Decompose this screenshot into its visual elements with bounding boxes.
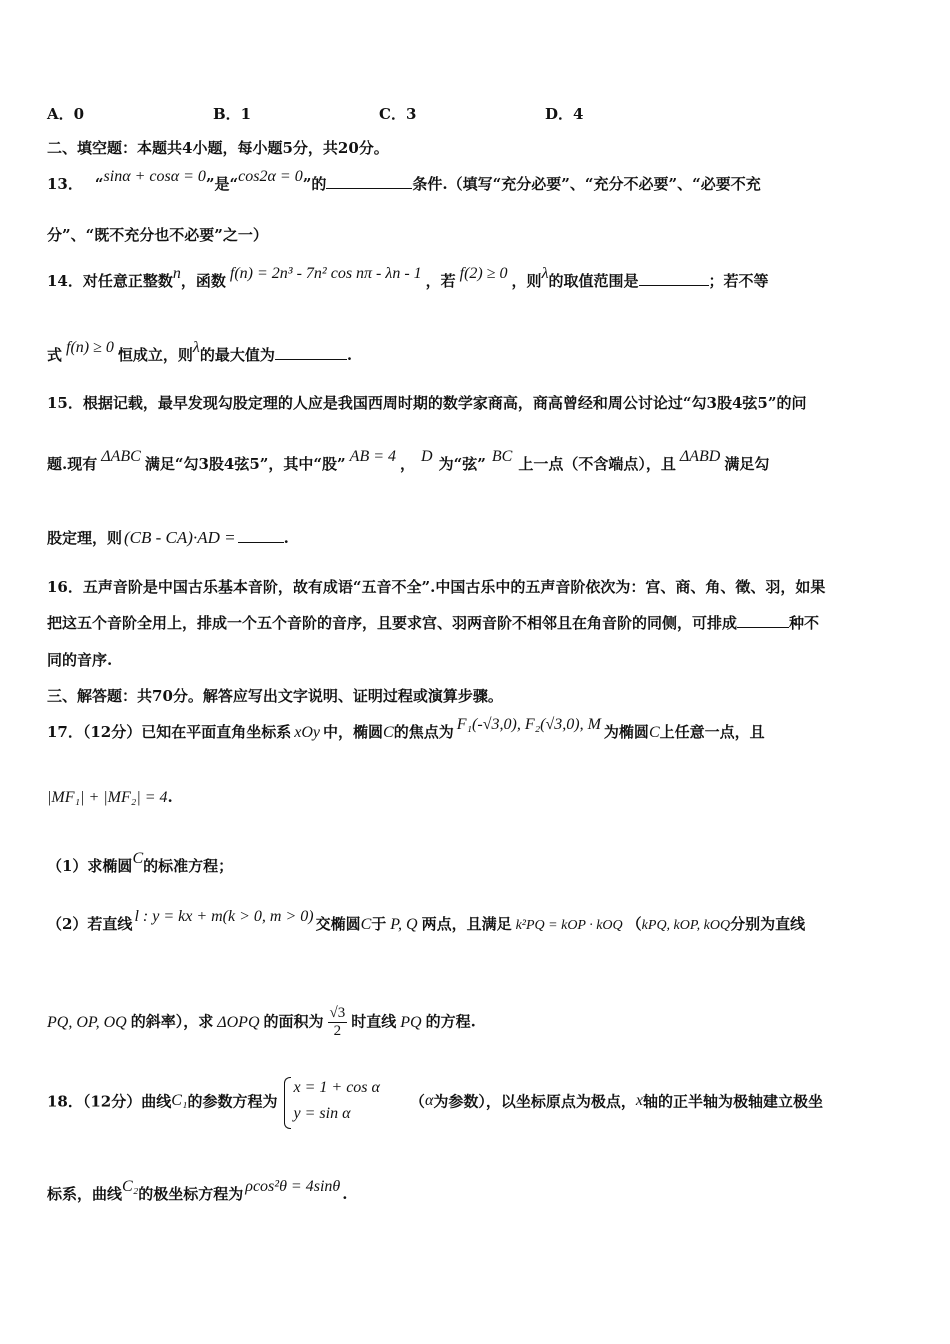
q17-part2: （2）若直线 l : y = kx + m(k > 0, m > 0) 交椭圆C于 P, Q 两点，且满足 k²PQ = kOP · kOQ （kPQ, kOP, kOQ分别为直线 — [47, 908, 806, 933]
q13-expr1: sinα + cosα = 0 — [103, 168, 206, 185]
section-fill-in-heading: 二、填空题：本题共4小题，每小题5分，共20分。 — [47, 139, 389, 157]
option-d: D．4 — [545, 105, 584, 123]
option-b: B．1 — [213, 105, 252, 123]
q17-area-fraction: $\frac{√3}{2}$ — [329, 1005, 346, 1039]
options-row — [47, 103, 910, 124]
question-13: 13． “sinα + cosα = 0”是“cos2α = 0”的 条件.（填写“充分必要”、“充分不必要”、“必要不充 — [47, 168, 761, 193]
question-18: 18．（12分）曲线C₁的参数方程为 x = 1 + cos α y = sin α （α为参数），以坐标原点为极点，x轴的正半轴为极轴建立极坐 — [47, 1075, 910, 1127]
q15-line3: 股定理，则 (CB - CA)·AD = . — [47, 528, 289, 547]
q14-line2: 式 f(n) ≥ 0 恒成立，则λ的最大值为 . — [47, 339, 353, 364]
q15-vector-expr: (CB - CA)·AD = — [124, 528, 236, 547]
q14-function: f(n) = 2n³ - 7n² cos nπ - λn - 1 — [229, 265, 422, 282]
q17-part1: （1）求椭圆C的标准方程； — [47, 850, 234, 875]
question-15: 15．根据记载，最早发现勾股定理的人应是我国西周时期的数学家商高，商高曾经和周公讨论过“勾3股4弦5”的问 — [47, 394, 807, 412]
question-16: 16．五声音阶是中国古乐基本音阶，故有成语“五音不全”.中国古乐中的五声音阶依次为：宫、商、角、徵、羽，如果 — [47, 578, 826, 596]
q17-foci: F₁(-√3,0), F₂(√3,0), M — [456, 716, 601, 733]
question-14: 14．对任意正整数n，函数 f(n) = 2n³ - 7n² cos nπ - λn - 1 ，若 f(2) ≥ 0 ，则λ的取值范围是 ；若不等 — [47, 265, 769, 290]
q13-answer-blank — [326, 174, 412, 189]
q16-line3: 同的音序. — [47, 651, 113, 669]
q15-answer-blank — [238, 528, 284, 543]
q13-line2: 分”、“既不充分也不必要”之一） — [47, 226, 268, 244]
q15-line2: 题.现有 ΔABC 满足“勾3股4弦5”，其中“股” AB = 4 ， D 为“弦” BC 上一点（不含端点），且 ΔABD 满足勾 — [47, 448, 770, 473]
q17-condition: |MF₁| + |MF₂| = 4. — [47, 788, 173, 806]
q18-parametric-system: x = 1 + cos α y = sin α — [284, 1075, 380, 1127]
q18-line2: 标系，曲线C₂的极坐标方程为 ρcos²θ = 4sinθ . — [47, 1178, 348, 1203]
question-17: 17．（12分）已知在平面直角坐标系 xOy 中，椭圆C的焦点为 F₁(-√3,0), F₂(√3,0), M 为椭圆C上任意一点，且 — [47, 716, 765, 741]
q17-part2-line2: PQ, OP, OQ 的斜率），求 ΔOPQ 的面积为 $\frac{√3}{2}$ 时直线 PQ 的方程. — [47, 1005, 476, 1039]
q16-line2: 把这五个音阶全用上，排成一个五个音阶的音序，且要求宫、羽两音阶不相邻且在角音阶的同侧，可排成 种不 — [47, 614, 820, 632]
option-c: C．3 — [379, 105, 417, 123]
option-a: A．0 — [47, 105, 85, 123]
section-answer-heading: 三、解答题：共70分。解答应写出文字说明、证明过程或演算步骤。 — [47, 687, 503, 705]
q14-answer-blank-2 — [275, 345, 347, 360]
q16-answer-blank — [737, 613, 789, 628]
q14-answer-blank-1 — [639, 271, 709, 286]
q13-expr2: cos2α = 0 — [238, 168, 303, 185]
q13-number: 13． — [47, 175, 83, 193]
